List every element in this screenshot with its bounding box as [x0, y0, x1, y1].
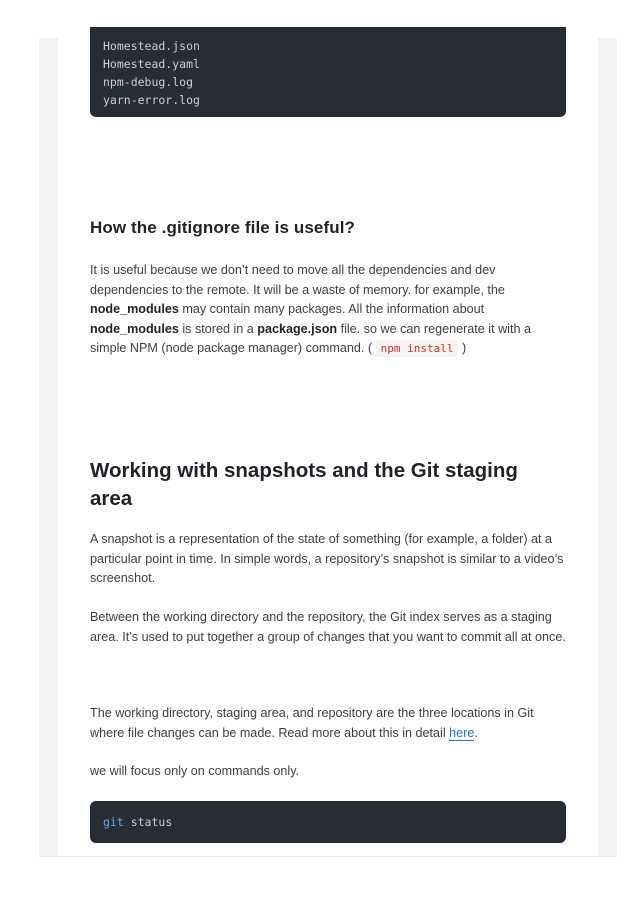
text-segment: . — [474, 725, 478, 740]
section-heading-snapshots: Working with snapshots and the Git staging area — [90, 459, 518, 510]
paragraph-git-locations — [90, 704, 566, 743]
text-segment: It is useful because we don’t need to move all the dependencies and dev dependencies to the remote. It will be a waste of memory. for example, the — [90, 263, 505, 297]
here-link[interactable]: here — [449, 725, 475, 740]
page-gutter-bottom — [39, 856, 617, 857]
text-segment: ) — [458, 341, 467, 355]
code-block-ignored-files — [90, 27, 566, 117]
code-keyword-git: git — [103, 815, 124, 829]
paragraph-gitignore-usefulness — [90, 261, 566, 359]
page-gutter-right — [598, 38, 617, 856]
bold-term-node-modules: node_modules — [90, 321, 179, 336]
paragraph-focus-commands: we will focus only on commands only. — [90, 764, 300, 778]
bold-term-package-json: package.json — [257, 321, 338, 336]
bold-term-node-modules: node_modules — [90, 302, 179, 316]
code-line — [103, 813, 553, 831]
code-block-git-status — [90, 801, 566, 843]
code-line: npm-debug.log — [103, 75, 194, 89]
text-segment: is stored in a — [178, 321, 258, 336]
text-segment: may contain many packages. All the information about — [178, 302, 485, 316]
paragraph-snapshot-definition: A snapshot is a representation of the state of something (for example, a folder) at a particular point in time. In simple words, a repository’s snapshot is similar to a video’s screenshot. — [90, 532, 564, 585]
code-line: Homestead.yaml — [103, 57, 200, 71]
inline-code-npm-install: npm install — [376, 340, 459, 357]
section-heading-gitignore: How the .gitignore file is useful? — [90, 218, 356, 237]
text-segment: The working directory, staging area, and repository are the three locations in Git where file changes can be made. Read more about this in detail — [90, 706, 534, 740]
code-command-status: status — [123, 815, 173, 829]
text-segment: file. so we can regenerate it with a simple NPM (node package manager) command. ( — [90, 321, 531, 355]
paragraph-staging-area: Between the working directory and the repository, the Git index serves as a staging area. It’s used to put together a group of changes that you want to commit all at once. — [90, 610, 566, 644]
page-gutter-left — [39, 38, 58, 856]
code-line: Homestead.json — [103, 39, 200, 53]
code-line: yarn-error.log — [103, 93, 200, 107]
